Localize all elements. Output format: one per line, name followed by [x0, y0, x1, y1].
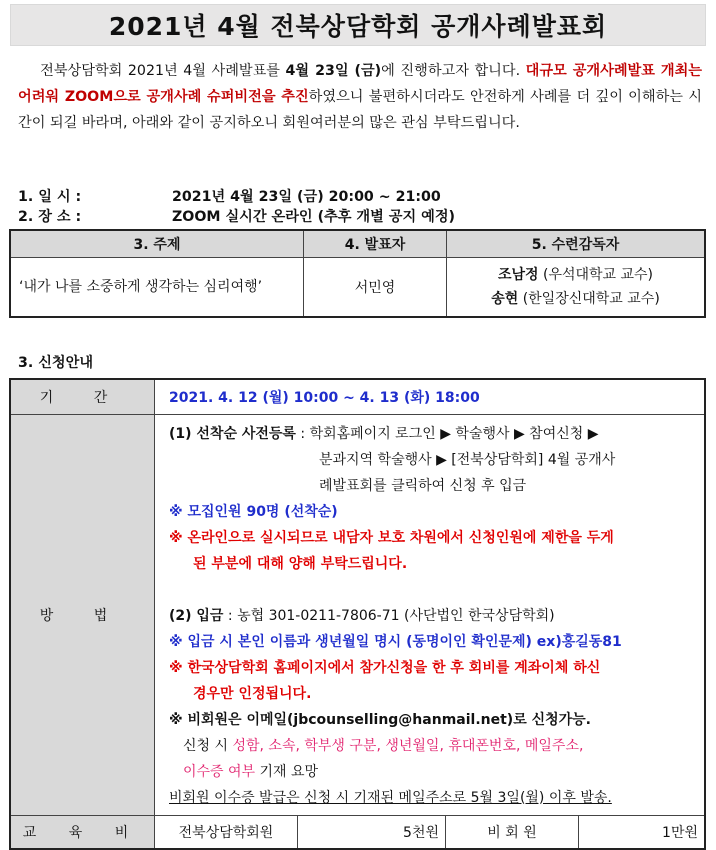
method-cell	[155, 415, 706, 816]
time-label: 1. 일 시 :	[18, 189, 82, 205]
reg-title: (1) 선착순 사전등록	[169, 426, 296, 442]
online-note-1: ※ 온라인으로 실시되므로 내담자 보호 차원에서 신청인원에 제한을 두게	[169, 530, 614, 546]
nonmember-fee: 1만원	[579, 816, 706, 850]
supervisor-1	[448, 263, 703, 287]
reg-line-3: 례발표회를 클릭하여 신청 후 입금	[319, 478, 527, 494]
req-fields-2: 이수증 여부	[183, 764, 256, 780]
intro-highlight: 대규모 공개사례발표 개최는 어려워 ZOOM으로 공개사례 슈퍼비전을 추진	[18, 63, 703, 105]
info-place	[18, 206, 455, 226]
supervisor-2-name: 송현	[491, 291, 519, 307]
case-table	[9, 229, 706, 318]
topic-cell: ‘내가 나를 소중하게 생각하는 심리여행’	[10, 258, 304, 318]
member-note-1: ※ 한국상담학회 홈페이지에서 참가신청을 한 후 회비를 계좌이체 하신	[169, 660, 601, 676]
reg-line-2: 분과지역 학술행사 ▶ [전북상담학회] 4월 공개사	[319, 452, 616, 468]
nonmember-label: 비 회 원	[446, 816, 579, 850]
period-value: 2021. 4. 12 (월) 10:00 ~ 4. 13 (화) 18:00	[155, 379, 706, 415]
nonmember-note: ※ 비회원은 이메일(jbcounselling@hanmail.net)로 신청가능.	[169, 712, 592, 728]
place-label: 2. 장 소 :	[18, 209, 82, 225]
period-row	[10, 379, 705, 415]
intro-text-3: 하였으니 불편하시더라도 안전하게 사례를 더 깊이 이해하는 시간이 되길 바라며, 아래와 같이 공지하오니 회원여러분의 많은 관심 부탁드립니다.	[18, 89, 702, 131]
intro-paragraph	[18, 58, 702, 136]
online-note-2: 된 부분에 대해 양해 부탁드립니다.	[193, 556, 408, 572]
reg-line-1	[169, 421, 694, 447]
reg-text-1: : 학회홈페이지 로그인 ▶ 학술행사 ▶ 참여신청 ▶	[295, 426, 599, 442]
deposit-value: : 농협 301-0211-7806-71 (사단법인 한국상담학회)	[223, 608, 555, 624]
member-fee: 5천원	[298, 816, 446, 850]
header-supervisor: 5. 수련감독자	[447, 230, 706, 258]
req-prefix: 신청 시	[183, 738, 233, 754]
req-line-1	[169, 733, 694, 759]
case-table-header	[10, 230, 705, 258]
req-line-2	[169, 759, 694, 785]
intro-text-2: 에 진행하고자 합니다.	[381, 63, 526, 79]
supervisor-2	[448, 287, 703, 311]
deposit-title: (2) 입금	[169, 608, 224, 624]
supervisor-cell	[447, 258, 706, 318]
supervisor-1-affil: (우석대학교 교수)	[538, 267, 654, 283]
supervisor-2-affil: (한일장신대학교 교수)	[518, 291, 660, 307]
quota-note: ※ 모집인원 90명 (선착순)	[169, 504, 338, 520]
member-note-2: 경우만 인정됩니다.	[193, 686, 312, 702]
section-3-title: 3. 신청안내	[18, 355, 94, 371]
presenter-cell: 서민영	[304, 258, 447, 318]
time-value: 2021년 4월 23일 (금) 20:00 ~ 21:00	[172, 189, 441, 205]
deposit-note: ※ 입금 시 본인 이름과 생년월일 명시 (동명이인 확인문제) ex)홍길동81	[169, 634, 622, 650]
req-fields: 성함, 소속, 학부생 구분, 생년월일, 휴대폰번호, 메일주소,	[232, 738, 584, 754]
info-time	[18, 186, 441, 206]
intro-text-1: 전북상담학회 2021년 4월 사례발표를	[40, 63, 286, 79]
fee-row	[10, 816, 705, 850]
header-presenter: 4. 발표자	[304, 230, 447, 258]
supervisor-1-name: 조남정	[497, 267, 539, 283]
method-row	[10, 415, 705, 816]
intro-date: 4월 23일 (금)	[285, 63, 382, 79]
apply-table	[9, 378, 706, 850]
method-label: 방 법	[10, 415, 155, 816]
period-label: 기 간	[10, 379, 155, 415]
fee-label: 교 육 비	[10, 816, 155, 850]
req-suffix: 기재 요망	[255, 764, 319, 780]
page-title: 2021년 4월 전북상담학회 공개사례발표회	[10, 4, 706, 46]
header-topic: 3. 주제	[10, 230, 304, 258]
case-table-row	[10, 258, 705, 318]
deposit-line	[169, 603, 694, 629]
cert-note: 비회원 이수증 발급은 신청 시 기재된 메일주소로 5월 3일(월) 이후 발송.	[169, 790, 612, 806]
place-value: ZOOM 실시간 온라인 (추후 개별 공지 예정)	[172, 209, 456, 225]
member-label: 전북상담학회원	[155, 816, 298, 850]
